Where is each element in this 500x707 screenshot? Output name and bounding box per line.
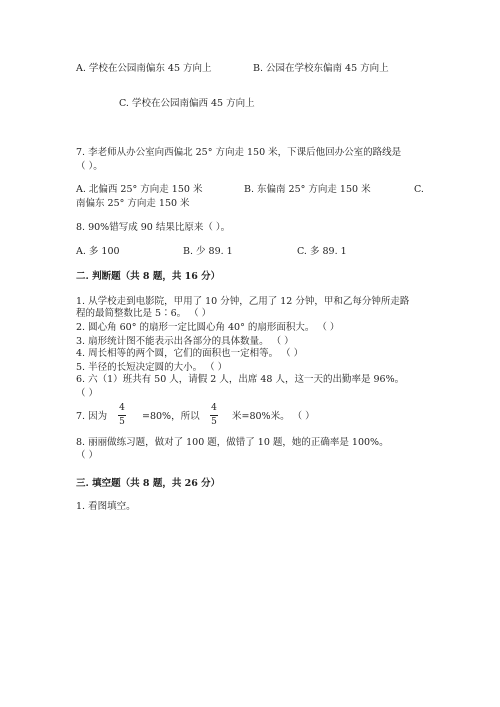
q8-stem: 8. 90%错写成 90 结果比原来（ ）。 [76,222,231,233]
tf-q1-line2: 程的最简整数比是 5∶6。 （ ） [76,308,212,319]
fraction-numerator: 4 [119,403,125,413]
tf-q6-line2: （ ） [76,388,99,399]
q7-option-a: A. 北偏西 25° 方向走 150 米 [76,184,203,195]
tf-q7-suffix: 米=80%米。 （ ） [232,411,315,422]
section-heading-fill-blank: 三. 填空题（共 8 题，共 26 分） [76,478,221,489]
q7-option-c-label: C. [414,184,424,195]
fraction-bar [210,415,218,416]
fill-q1: 1. 看图填空。 [76,501,136,512]
section-heading-true-false: 二. 判断题（共 8 题，共 16 分） [76,271,221,282]
fraction-bar [118,415,126,416]
tf-q7-prefix: 7. 因为 [76,411,108,422]
q8-option-a: A. 多 100 [76,246,120,257]
tf-q3: 3. 扇形统计图不能表示出各部分的具体数量。 （ ） [76,336,294,347]
tf-q7-fraction-1 [118,404,126,427]
fraction-denominator: 5 [211,417,217,427]
tf-q6-line1: 6. 六（1）班共有 50 人，请假 2 人，出席 48 人，这一天的出勤率是 96%。 [76,374,405,385]
tf-q8-line2: （ ） [76,450,99,461]
tf-q7-middle: =80%，所以 [142,411,200,422]
tf-q8-line1: 8. 丽丽做练习题，做对了 100 题，做错了 10 题，她的正确率是 100%。 [76,437,389,448]
q7-option-c-text: 南偏东 25° 方向走 150 米 [76,198,190,209]
tf-q2: 2. 圆心角 60° 的扇形一定比圆心角 40° 的扇形面积大。 （ ） [76,322,340,333]
fraction-denominator: 5 [119,417,125,427]
q6-option-c: C. 学校在公园南偏西 45 方向上 [119,98,255,109]
q6-option-b: B. 公园在学校东偏南 45 方向上 [253,63,389,74]
q6-option-a: A. 学校在公园南偏东 45 方向上 [76,63,212,74]
tf-q1-line1: 1. 从学校走到电影院，甲用了 10 分钟，乙用了 12 分钟，甲和乙每分钟所走路 [76,296,410,307]
q8-option-b: B. 少 89. 1 [183,246,233,257]
q8-option-c: C. 多 89. 1 [297,246,347,257]
q7-option-b: B. 东偏南 25° 方向走 150 米 [244,184,371,195]
tf-q7-fraction-2 [210,404,218,427]
q7-stem-line2: （ ）。 [76,161,103,172]
tf-q5: 5. 半径的长短决定圆的大小。 （ ） [76,362,228,373]
tf-q4: 4. 周长相等的两个圆，它们的面积也一定相等。 （ ） [76,348,304,359]
q7-stem-line1: 7. 李老师从办公室向西偏北 25° 方向走 150 米，下课后他回办公室的路线是 [76,147,402,158]
fraction-numerator: 4 [211,403,217,413]
